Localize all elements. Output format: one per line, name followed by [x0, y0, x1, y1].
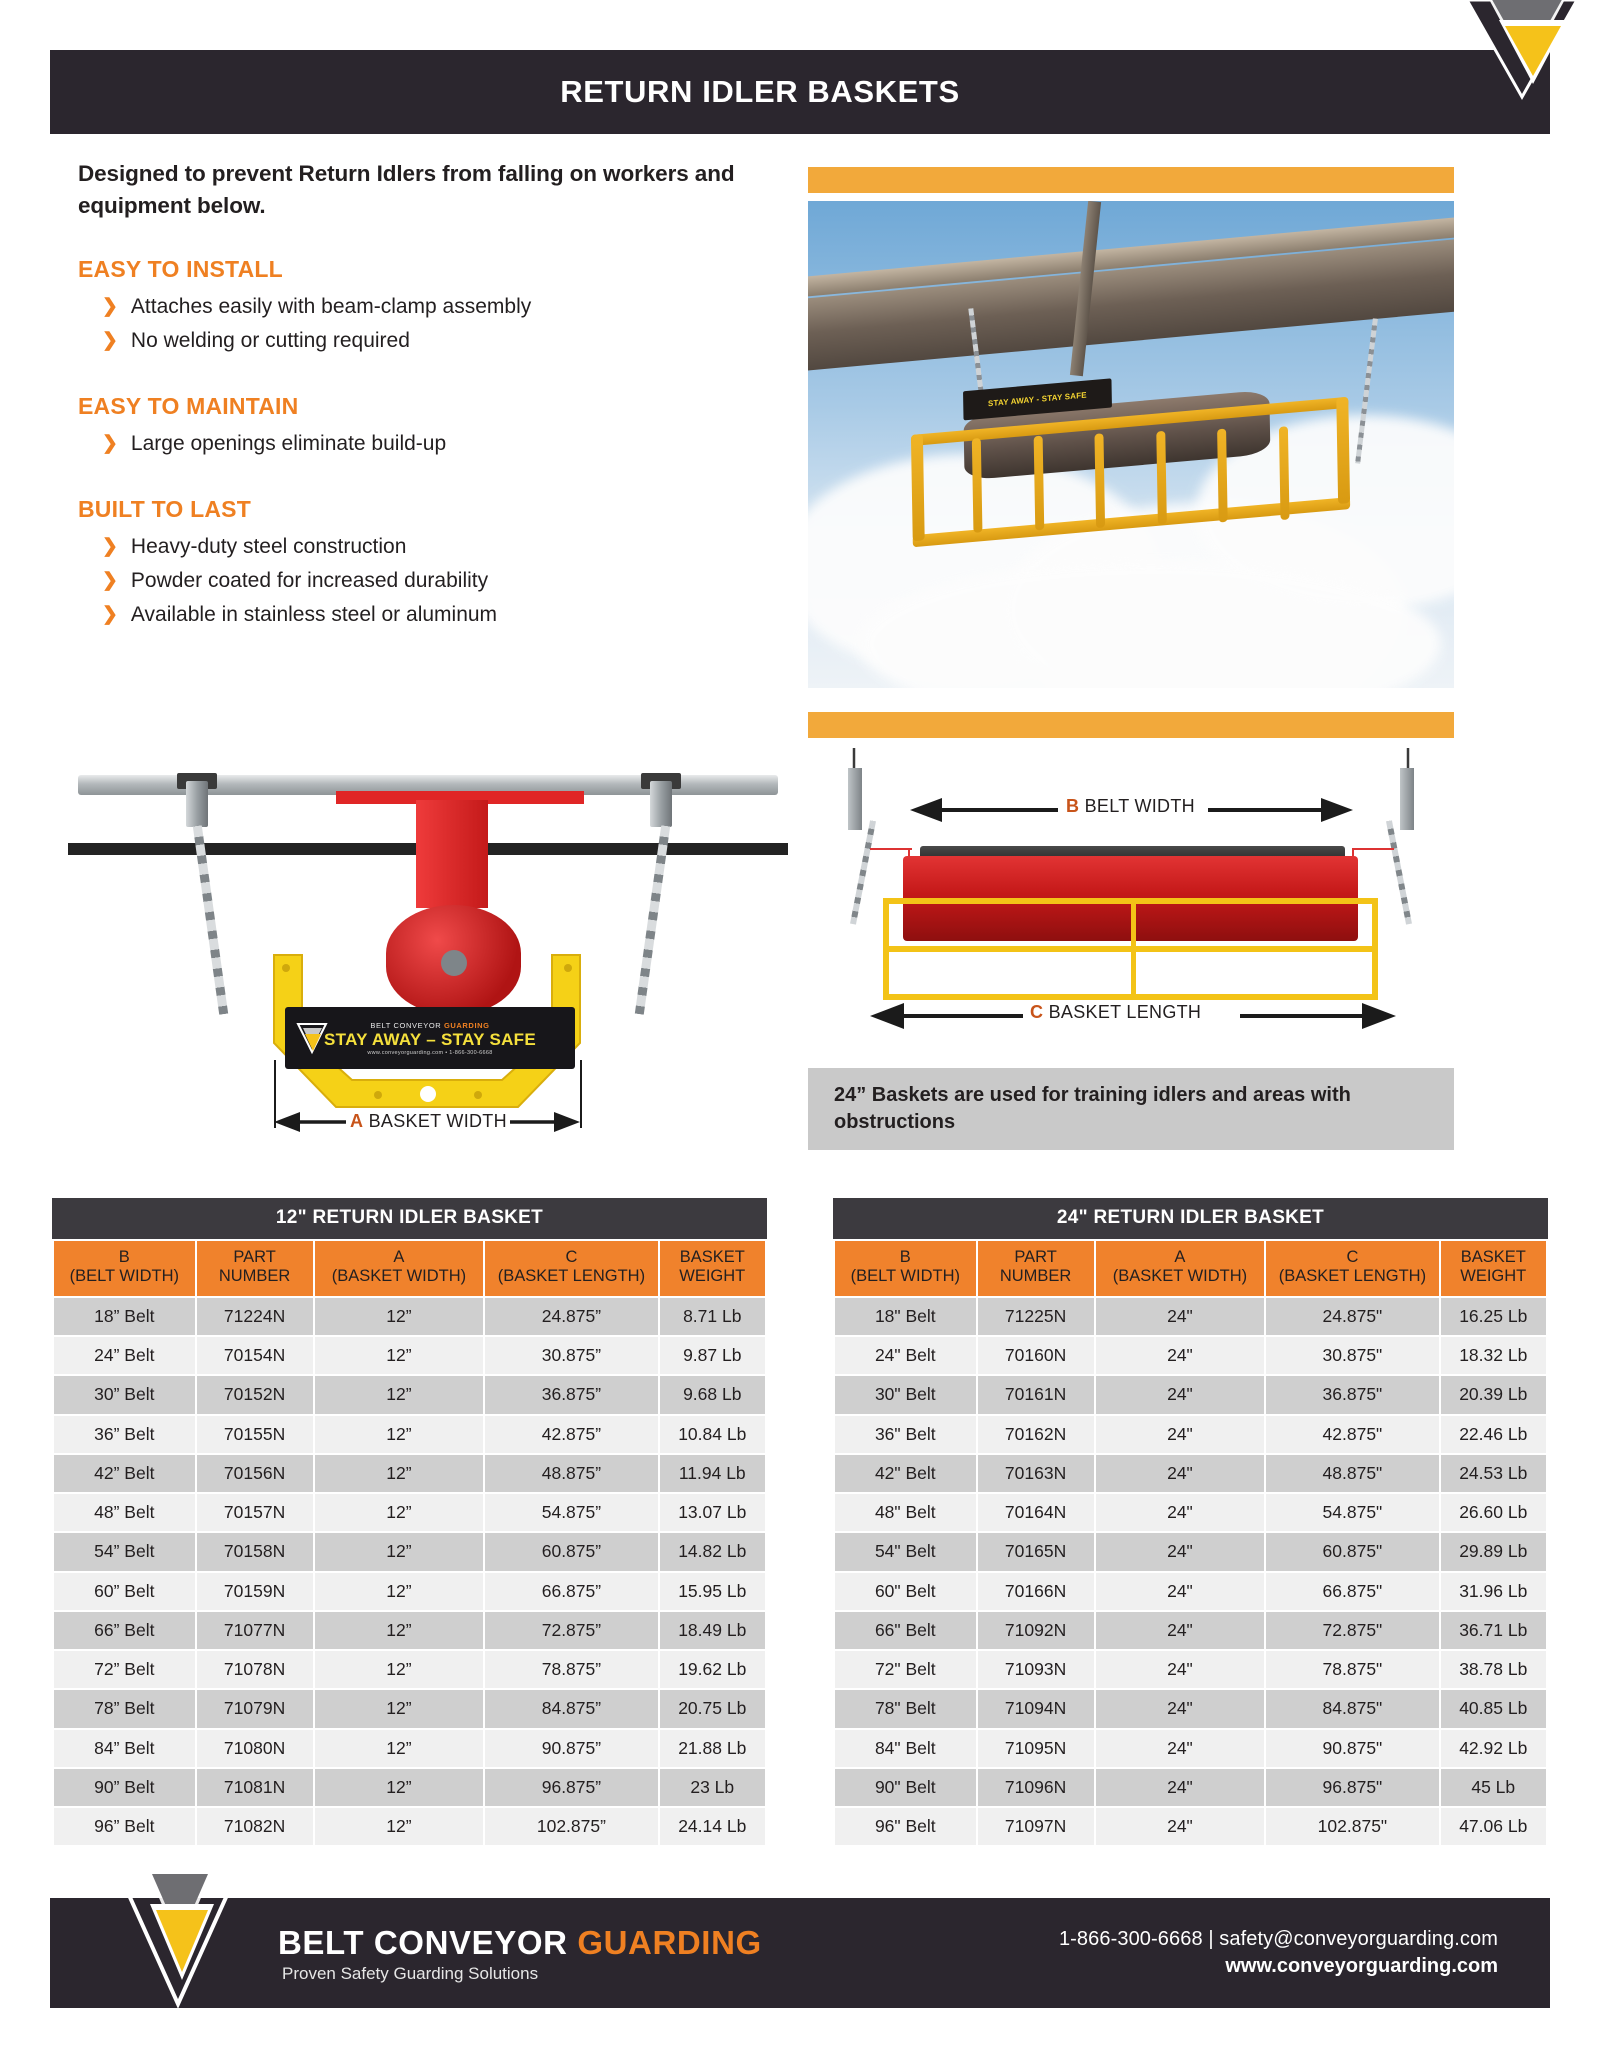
- bullet-list: [78, 531, 768, 633]
- cell-belt-width: 90” Belt: [54, 1769, 195, 1806]
- cell-basket-length: 90.875”: [485, 1730, 657, 1767]
- cell-part-number: 71078N: [197, 1651, 313, 1688]
- cell-basket-weight: 10.84 Lb: [660, 1416, 765, 1453]
- cell-part-number: 70156N: [197, 1455, 313, 1492]
- cell-belt-width: 54" Belt: [835, 1533, 976, 1570]
- dimension-a-callout: [78, 1060, 778, 1150]
- cell-basket-length: 102.875”: [485, 1808, 657, 1845]
- footer-brand: [278, 1924, 762, 1984]
- note-text: 24” Baskets are used for training idlers and areas with obstructions: [834, 1084, 1351, 1133]
- spec-table: [52, 1239, 767, 1847]
- column-header-belt-width: B (BELT WIDTH): [835, 1241, 976, 1296]
- table-row: [835, 1573, 1546, 1610]
- cell-basket-length: 96.875”: [485, 1769, 657, 1806]
- cell-basket-length: 72.875”: [485, 1612, 657, 1649]
- brand-name: BELT CONVEYOR GUARDING: [278, 1924, 762, 1961]
- cell-basket-width: 12”: [315, 1769, 484, 1806]
- spec-table-12in: [52, 1198, 767, 1847]
- cell-basket-weight: 19.62 Lb: [660, 1651, 765, 1688]
- accent-bar-middle: [808, 712, 1454, 738]
- column-header-basket-weight: BASKET WEIGHT: [1441, 1241, 1546, 1296]
- cell-basket-weight: 11.94 Lb: [660, 1455, 765, 1492]
- photo-placard: STAY AWAY - STAY SAFE: [963, 378, 1112, 420]
- cell-belt-width: 90" Belt: [835, 1769, 976, 1806]
- cell-basket-width: 24": [1096, 1808, 1265, 1845]
- cell-belt-width: 48" Belt: [835, 1494, 976, 1531]
- cell-part-number: 70157N: [197, 1494, 313, 1531]
- feature-copy-column: [78, 158, 768, 633]
- cell-belt-width: 96" Belt: [835, 1808, 976, 1845]
- footer-contact: [1059, 1928, 1498, 1978]
- cell-basket-length: 84.875”: [485, 1690, 657, 1727]
- cell-basket-length: 84.875": [1266, 1690, 1438, 1727]
- cell-belt-width: 60” Belt: [54, 1573, 195, 1610]
- cell-basket-width: 24": [1096, 1455, 1265, 1492]
- cell-basket-length: 96.875": [1266, 1769, 1438, 1806]
- chevron-right-icon: ❯: [102, 604, 118, 626]
- cell-basket-weight: 8.71 Lb: [660, 1298, 765, 1335]
- column-header-basket-width: A (BASKET WIDTH): [315, 1241, 484, 1296]
- table-row: [54, 1769, 765, 1806]
- cell-belt-width: 36” Belt: [54, 1416, 195, 1453]
- column-header-part-number: PART NUMBER: [197, 1241, 313, 1296]
- bcg-triangle-logo-icon: [110, 1862, 242, 2012]
- cell-basket-weight: 29.89 Lb: [1441, 1533, 1546, 1570]
- cell-basket-width: 12”: [315, 1298, 484, 1335]
- cell-belt-width: 66" Belt: [835, 1612, 976, 1649]
- cell-basket-width: 24": [1096, 1494, 1265, 1531]
- placard-contact: www.conveyorguarding.com • 1-866-300-6668: [367, 1049, 493, 1056]
- table-row: [835, 1494, 1546, 1531]
- cell-basket-length: 36.875": [1266, 1376, 1438, 1413]
- cell-basket-width: 24": [1096, 1416, 1265, 1453]
- table-row: [54, 1651, 765, 1688]
- cell-part-number: 70161N: [978, 1376, 1094, 1413]
- brand-tagline: Proven Safety Guarding Solutions: [282, 1964, 539, 1983]
- table-row: [54, 1494, 765, 1531]
- cell-basket-width: 24": [1096, 1730, 1265, 1767]
- bullet-text: Large openings eliminate build-up: [130, 432, 447, 456]
- section-heading: EASY TO MAINTAIN: [78, 392, 299, 419]
- cell-part-number: 71096N: [978, 1769, 1094, 1806]
- table-row: [54, 1455, 765, 1492]
- cell-part-number: 71081N: [197, 1769, 313, 1806]
- cell-basket-width: 24": [1096, 1769, 1265, 1806]
- cell-basket-length: 54.875”: [485, 1494, 657, 1531]
- table-row: [54, 1730, 765, 1767]
- cell-basket-width: 12”: [315, 1337, 484, 1374]
- bullet-text: No welding or cutting required: [130, 329, 410, 353]
- section-heading: BUILT TO LAST: [78, 495, 251, 522]
- cell-basket-weight: 20.75 Lb: [660, 1690, 765, 1727]
- cell-belt-width: 36" Belt: [835, 1416, 976, 1453]
- cell-part-number: 71077N: [197, 1612, 313, 1649]
- cell-part-number: 71082N: [197, 1808, 313, 1845]
- chevron-right-icon: ❯: [102, 296, 118, 318]
- table-row: [835, 1730, 1546, 1767]
- cell-part-number: 70158N: [197, 1533, 313, 1570]
- feature-section-install: [78, 256, 768, 359]
- table-row: [54, 1612, 765, 1649]
- column-header-part-number: PART NUMBER: [978, 1241, 1094, 1296]
- cell-basket-length: 24.875”: [485, 1298, 657, 1335]
- cell-basket-width: 12”: [315, 1455, 484, 1492]
- cell-belt-width: 84" Belt: [835, 1730, 976, 1767]
- bullet-text: Attaches easily with beam-clamp assembly: [130, 295, 532, 319]
- cell-basket-weight: 45 Lb: [1441, 1769, 1546, 1806]
- cell-part-number: 70162N: [978, 1416, 1094, 1453]
- cell-basket-weight: 26.60 Lb: [1441, 1494, 1546, 1531]
- note-box: [808, 1068, 1454, 1150]
- cell-part-number: 70164N: [978, 1494, 1094, 1531]
- cell-belt-width: 42” Belt: [54, 1455, 195, 1492]
- cell-basket-length: 66.875": [1266, 1573, 1438, 1610]
- cell-basket-weight: 18.49 Lb: [660, 1612, 765, 1649]
- cell-basket-weight: 23 Lb: [660, 1769, 765, 1806]
- spec-table-24in: [833, 1198, 1548, 1847]
- intro-lede: Designed to prevent Return Idlers from falling on workers and equipment below.: [78, 161, 735, 218]
- cell-part-number: 71097N: [978, 1808, 1094, 1845]
- feature-section-maintain: [78, 393, 768, 462]
- table-row: [54, 1533, 765, 1570]
- cell-basket-weight: 21.88 Lb: [660, 1730, 765, 1767]
- cell-basket-length: 78.875”: [485, 1651, 657, 1688]
- page-title: RETURN IDLER BASKETS: [560, 74, 960, 109]
- column-header-basket-length: C (BASKET LENGTH): [485, 1241, 657, 1296]
- cell-basket-width: 12”: [315, 1376, 484, 1413]
- cell-basket-length: 60.875": [1266, 1533, 1438, 1570]
- cell-part-number: 70152N: [197, 1376, 313, 1413]
- cell-basket-width: 12”: [315, 1651, 484, 1688]
- table-row: [835, 1690, 1546, 1727]
- cell-basket-length: 30.875": [1266, 1337, 1438, 1374]
- cell-belt-width: 18” Belt: [54, 1298, 195, 1335]
- list-item: [78, 428, 768, 462]
- cell-basket-width: 24": [1096, 1651, 1265, 1688]
- dimension-schematic: [808, 748, 1454, 1048]
- cell-basket-width: 12”: [315, 1416, 484, 1453]
- cell-basket-width: 12”: [315, 1808, 484, 1845]
- chevron-right-icon: ❯: [102, 536, 118, 558]
- cell-basket-weight: 16.25 Lb: [1441, 1298, 1546, 1335]
- cell-belt-width: 24” Belt: [54, 1337, 195, 1374]
- cell-basket-length: 42.875”: [485, 1416, 657, 1453]
- dimension-a-label: A BASKET WIDTH: [350, 1111, 507, 1131]
- cell-basket-width: 12”: [315, 1690, 484, 1727]
- column-header-belt-width: B (BELT WIDTH): [54, 1241, 195, 1296]
- cell-belt-width: 18" Belt: [835, 1298, 976, 1335]
- bcg-triangle-logo-icon: [1442, 0, 1582, 102]
- page-footer: [50, 1898, 1550, 2008]
- chevron-right-icon: ❯: [102, 330, 118, 352]
- cell-basket-length: 54.875": [1266, 1494, 1438, 1531]
- cell-part-number: 70163N: [978, 1455, 1094, 1492]
- cell-basket-length: 102.875": [1266, 1808, 1438, 1845]
- bullet-text: Heavy-duty steel construction: [130, 535, 407, 559]
- cell-basket-width: 24": [1096, 1337, 1265, 1374]
- cell-part-number: 71095N: [978, 1730, 1094, 1767]
- cell-basket-weight: 9.87 Lb: [660, 1337, 765, 1374]
- cell-basket-weight: 42.92 Lb: [1441, 1730, 1546, 1767]
- cell-basket-length: 42.875": [1266, 1416, 1438, 1453]
- cell-basket-width: 24": [1096, 1573, 1265, 1610]
- table-body: [54, 1298, 765, 1846]
- table-row: [835, 1651, 1546, 1688]
- cell-part-number: 71079N: [197, 1690, 313, 1727]
- cell-part-number: 71092N: [978, 1612, 1094, 1649]
- cell-basket-width: 12”: [315, 1533, 484, 1570]
- dimension-b-label: B BELT WIDTH: [1066, 796, 1195, 816]
- cell-basket-length: 72.875": [1266, 1612, 1438, 1649]
- table-row: [54, 1573, 765, 1610]
- chevron-right-icon: ❯: [102, 570, 118, 592]
- table-row: [835, 1455, 1546, 1492]
- section-heading: EASY TO INSTALL: [78, 255, 283, 282]
- list-item: [78, 325, 768, 359]
- cell-part-number: 70155N: [197, 1416, 313, 1453]
- cell-part-number: 70165N: [978, 1533, 1094, 1570]
- cell-belt-width: 96” Belt: [54, 1808, 195, 1845]
- table-row: [835, 1416, 1546, 1453]
- installation-photo: [808, 201, 1454, 688]
- spec-table: [833, 1239, 1548, 1847]
- list-item: [78, 291, 768, 325]
- table-row: [835, 1298, 1546, 1335]
- cell-basket-width: 12”: [315, 1730, 484, 1767]
- table-row: [54, 1690, 765, 1727]
- cell-basket-length: 36.875”: [485, 1376, 657, 1413]
- column-header-basket-width: A (BASKET WIDTH): [1096, 1241, 1265, 1296]
- placard-warning-text: STAY AWAY – STAY SAFE: [324, 1029, 536, 1049]
- bullet-text: Available in stainless steel or aluminum: [130, 603, 498, 627]
- table-title: 12" RETURN IDLER BASKET: [52, 1198, 767, 1239]
- cell-part-number: 70160N: [978, 1337, 1094, 1374]
- table-row: [835, 1337, 1546, 1374]
- cell-basket-weight: 31.96 Lb: [1441, 1573, 1546, 1610]
- cell-belt-width: 66” Belt: [54, 1612, 195, 1649]
- accent-bar-top: [808, 167, 1454, 193]
- cell-belt-width: 72" Belt: [835, 1651, 976, 1688]
- cell-part-number: 71080N: [197, 1730, 313, 1767]
- table-title: 24" RETURN IDLER BASKET: [833, 1198, 1548, 1239]
- cell-basket-weight: 24.14 Lb: [660, 1808, 765, 1845]
- cell-basket-length: 60.875”: [485, 1533, 657, 1570]
- bullet-list: [78, 428, 768, 462]
- cell-basket-width: 24": [1096, 1612, 1265, 1649]
- cell-basket-width: 24": [1096, 1690, 1265, 1727]
- cell-part-number: 70154N: [197, 1337, 313, 1374]
- table-row: [54, 1298, 765, 1335]
- contact-website[interactable]: www.conveyorguarding.com: [1225, 1955, 1498, 1977]
- feature-section-built: [78, 496, 768, 633]
- cell-basket-weight: 20.39 Lb: [1441, 1376, 1546, 1413]
- cell-basket-weight: 9.68 Lb: [660, 1376, 765, 1413]
- cell-belt-width: 24" Belt: [835, 1337, 976, 1374]
- cell-part-number: 71094N: [978, 1690, 1094, 1727]
- dimension-c-label: C BASKET LENGTH: [1030, 1002, 1202, 1022]
- table-row: [54, 1416, 765, 1453]
- cell-basket-weight: 15.95 Lb: [660, 1573, 765, 1610]
- cell-basket-width: 24": [1096, 1533, 1265, 1570]
- list-item: [78, 565, 768, 599]
- cell-basket-weight: 24.53 Lb: [1441, 1455, 1546, 1492]
- cell-basket-length: 48.875”: [485, 1455, 657, 1492]
- cell-belt-width: 30” Belt: [54, 1376, 195, 1413]
- cell-basket-length: 48.875": [1266, 1455, 1438, 1492]
- cell-basket-weight: 13.07 Lb: [660, 1494, 765, 1531]
- cell-basket-width: 24": [1096, 1376, 1265, 1413]
- cell-belt-width: 72” Belt: [54, 1651, 195, 1688]
- cell-basket-width: 24": [1096, 1298, 1265, 1335]
- cell-basket-length: 66.875”: [485, 1573, 657, 1610]
- table-row: [835, 1533, 1546, 1570]
- table-row: [835, 1376, 1546, 1413]
- bullet-text: Powder coated for increased durability: [130, 569, 489, 593]
- cell-basket-weight: 40.85 Lb: [1441, 1690, 1546, 1727]
- cell-basket-width: 12”: [315, 1494, 484, 1531]
- cell-belt-width: 84” Belt: [54, 1730, 195, 1767]
- cell-basket-width: 12”: [315, 1573, 484, 1610]
- cell-basket-weight: 22.46 Lb: [1441, 1416, 1546, 1453]
- table-header-row: [54, 1241, 765, 1296]
- cell-part-number: 70166N: [978, 1573, 1094, 1610]
- list-item: [78, 599, 768, 633]
- cell-belt-width: 42" Belt: [835, 1455, 976, 1492]
- cell-belt-width: 60" Belt: [835, 1573, 976, 1610]
- table-row: [54, 1808, 765, 1845]
- cell-basket-weight: 14.82 Lb: [660, 1533, 765, 1570]
- table-row: [54, 1376, 765, 1413]
- cell-belt-width: 78” Belt: [54, 1690, 195, 1727]
- cell-basket-length: 24.875": [1266, 1298, 1438, 1335]
- cell-basket-weight: 36.71 Lb: [1441, 1612, 1546, 1649]
- table-body: [835, 1298, 1546, 1846]
- cell-belt-width: 78" Belt: [835, 1690, 976, 1727]
- cell-part-number: 71093N: [978, 1651, 1094, 1688]
- table-row: [835, 1769, 1546, 1806]
- contact-phone-email[interactable]: 1-866-300-6668 | safety@conveyorguarding.com: [1058, 1928, 1498, 1950]
- cell-belt-width: 30" Belt: [835, 1376, 976, 1413]
- table-row: [835, 1612, 1546, 1649]
- cell-part-number: 71225N: [978, 1298, 1094, 1335]
- page-header: [50, 50, 1550, 134]
- column-header-basket-weight: BASKET WEIGHT: [660, 1241, 765, 1296]
- column-header-basket-length: C (BASKET LENGTH): [1266, 1241, 1438, 1296]
- cell-part-number: 70159N: [197, 1573, 313, 1610]
- schematic-basket-cage: [883, 898, 1378, 1006]
- cell-belt-width: 54” Belt: [54, 1533, 195, 1570]
- table-row: [835, 1808, 1546, 1845]
- chevron-right-icon: ❯: [102, 433, 118, 455]
- cell-part-number: 71224N: [197, 1298, 313, 1335]
- cell-basket-length: 30.875”: [485, 1337, 657, 1374]
- cell-belt-width: 48” Belt: [54, 1494, 195, 1531]
- placard-logo-icon: [295, 1020, 329, 1056]
- cell-basket-weight: 47.06 Lb: [1441, 1808, 1546, 1845]
- table-row: [54, 1337, 765, 1374]
- list-item: [78, 531, 768, 565]
- cell-basket-weight: 18.32 Lb: [1441, 1337, 1546, 1374]
- cell-basket-weight: 38.78 Lb: [1441, 1651, 1546, 1688]
- cell-basket-length: 90.875": [1266, 1730, 1438, 1767]
- cell-basket-length: 78.875": [1266, 1651, 1438, 1688]
- table-header-row: [835, 1241, 1546, 1296]
- placard-brand: BELT CONVEYOR GUARDING: [370, 1020, 490, 1030]
- bullet-list: [78, 291, 768, 359]
- cell-basket-width: 12”: [315, 1612, 484, 1649]
